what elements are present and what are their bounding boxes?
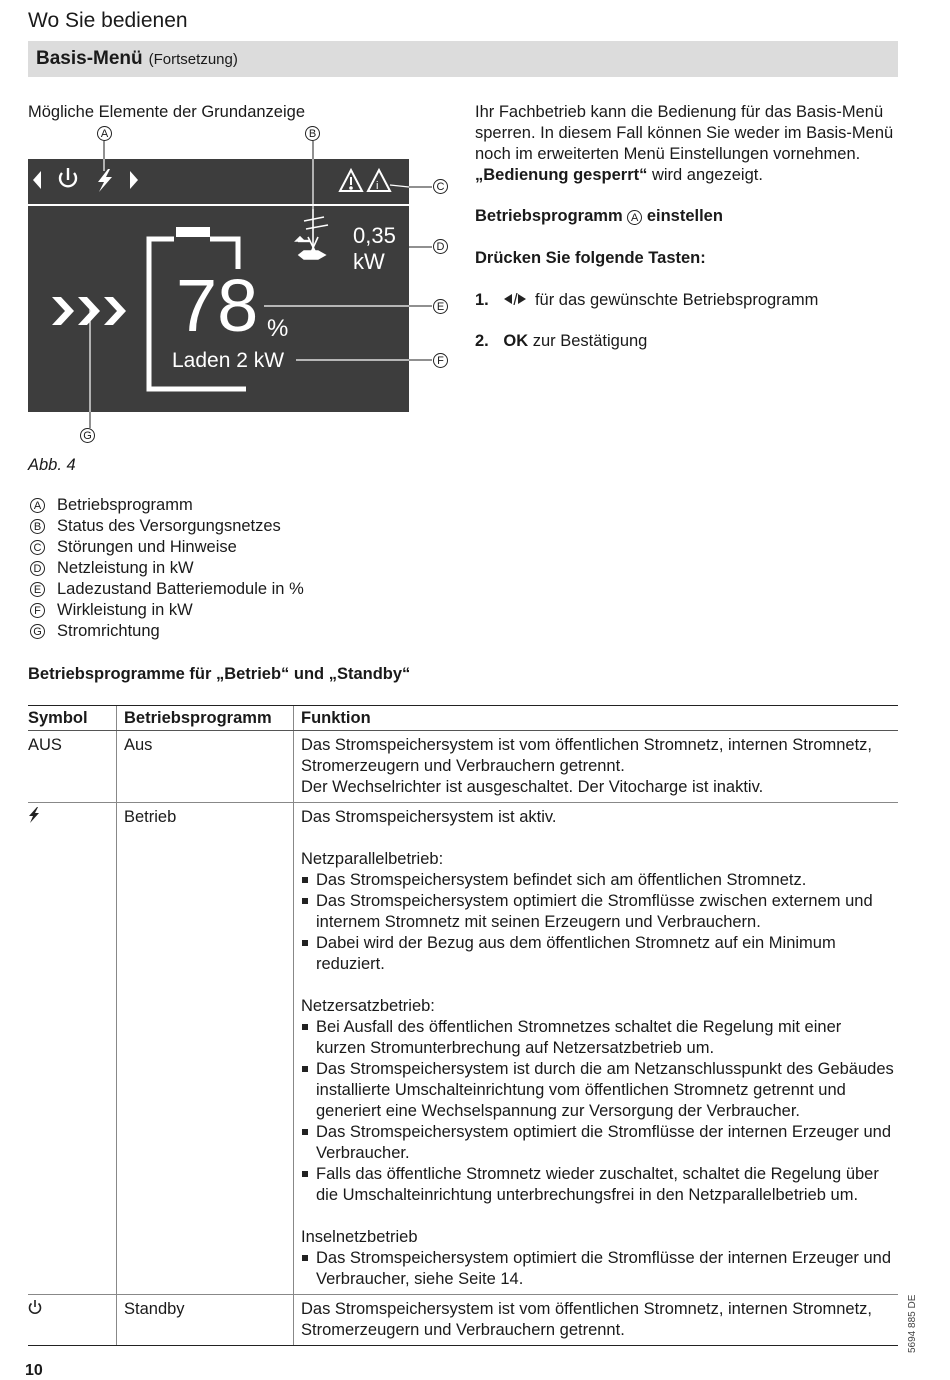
- callout-a: A: [97, 126, 112, 141]
- table-heading: Betriebsprogramme für „Betrieb“ und „Standby“: [28, 665, 411, 683]
- legend-item: B Status des Versorgungsnetzes: [30, 517, 281, 536]
- list-item: Falls das öffentliche Stromnetz wieder zuschaltet, schaltet die Regelung über die Umschalteinrichtung unterbrechungsfrei in den Netzparallelbetrieb um.: [301, 1164, 894, 1206]
- table-row: [28, 731, 898, 803]
- function-cell: Das Stromspeichersystem ist aktiv. Netzparallelbetrieb: Das Stromspeichersystem befindet sich am öffentlichen Stromnetz. Das Stromspeichersystem optimiert die Stromflüsse zwischen externem und internem Stromnetz mit seinen Erzeugern und Verbrauchern. Dabei wird der Bezug aus dem öffentlichen Stromnetz auf ein Minimum reduziert. Netzersatzbetrieb: Bei Ausfall des öffentlichen Stromnetzes schaltet die Regelung mit einer kurzen Stromunterbrechung auf Netzersatzbetrieb um. Das Stromspeichersystem ist durch die am Netzanschlusspunkt des Gebäudes installierte Umschalteinrichtung vom öffentlichen Stromnetz getrennt und generiert eine Wechselspannung zur Versorgung der Verbraucher. Das Stromspeichersystem optimiert die Stromflüsse der internen Erzeuger und Verbraucher. Falls das öffentliche Stromnetz wieder zuschaltet, schaltet die Regelung über die Umschalteinrichtung unterbrechungsfrei in den Netzparallelbetrieb um. Inselnetzbetrieb Das Stromspeichersystem optimiert die Stromflüsse der internen Erzeuger und Verbraucher, siehe Seite 14.: [294, 803, 899, 1295]
- figure-caption: Abb. 4: [28, 456, 76, 474]
- callout-lines: [0, 0, 950, 460]
- column-header: Betriebsprogramm: [117, 706, 294, 731]
- legend-item: F Wirkleistung in kW: [30, 601, 193, 620]
- list-item: Das Stromspeichersystem ist durch die am Netzanschlusspunkt des Gebäudes installierte Umschalteinrichtung vom öffentlichen Stromnetz getrennt und generiert eine Wechselspannung zur Versorgung der Verbraucher.: [301, 1059, 894, 1122]
- figure-heading: Mögliche Elemente der Grundanzeige: [28, 103, 305, 121]
- list-item: Das Stromspeichersystem optimiert die Stromflüsse der internen Erzeuger und Verbraucher.: [301, 1122, 894, 1164]
- function-cell: Das Stromspeichersystem ist vom öffentlichen Stromnetz, internen Stromnetz, Stromerzeugern und Verbrauchern getrennt.: [294, 1295, 899, 1346]
- step-1: 1. für das gewünschte Betriebsprogramm: [475, 291, 819, 309]
- press-keys-heading: Drücken Sie folgende Tasten:: [475, 249, 706, 267]
- set-program-heading: Betriebsprogramm A einstellen: [475, 207, 723, 225]
- callout-g: G: [80, 428, 95, 443]
- legend-item: A Betriebsprogramm: [30, 496, 193, 515]
- function-cell: Das Stromspeichersystem ist vom öffentlichen Stromnetz, internen Stromnetz, Stromerzeugern und Verbrauchern getrennt. Der Wechselrichter ist ausgeschaltet. Der Vitocharge ist inaktiv.: [294, 731, 899, 803]
- callout-d: D: [433, 239, 448, 254]
- svg-text:i: i: [376, 180, 379, 192]
- left-right-keys-icon: [503, 290, 527, 311]
- list-item: Das Stromspeichersystem befindet sich am öffentlichen Stromnetz.: [301, 870, 894, 891]
- charge-percent-value: 78: [176, 264, 259, 347]
- menu-subtitle: (Fortsetzung): [148, 51, 238, 68]
- legend-item: E Ladezustand Batteriemodule in %: [30, 580, 304, 599]
- list-item: Dabei wird der Bezug aus dem öffentlichen Stromnetz auf ein Minimum reduziert.: [301, 933, 894, 975]
- section-title: Wo Sie bedienen: [28, 9, 188, 32]
- program-cell: Betrieb: [117, 803, 294, 1295]
- charge-percent-unit: %: [267, 315, 289, 342]
- charge-status-text: Laden 2 kW: [172, 349, 285, 372]
- lightning-icon: [28, 809, 40, 827]
- callout-f: F: [433, 353, 448, 368]
- legend-item: C Störungen und Hinweise: [30, 538, 237, 557]
- callout-e: E: [433, 299, 448, 314]
- table-header-row: [28, 706, 898, 731]
- list-item: Das Stromspeichersystem optimiert die Stromflüsse der internen Erzeuger und Verbraucher, siehe Seite 14.: [301, 1248, 894, 1290]
- grid-power-value: 0,35: [353, 223, 396, 248]
- list-item: Das Stromspeichersystem optimiert die Stromflüsse zwischen externem und internem Stromnetz mit seinen Erzeugern und Verbrauchern.: [301, 891, 894, 933]
- symbol-cell: AUS: [28, 731, 117, 803]
- grid-power-unit: kW: [353, 249, 385, 274]
- table-row: [28, 803, 898, 1295]
- menu-title: Basis-Menü (Fortsetzung): [36, 48, 238, 69]
- symbol-cell: [28, 803, 117, 1295]
- callout-b: B: [305, 126, 320, 141]
- document-number: 5694 885 DE: [907, 1294, 918, 1353]
- column-header: Funktion: [294, 706, 899, 731]
- step-2: 2. OK zur Bestätigung: [475, 332, 648, 350]
- program-cell: Aus: [117, 731, 294, 803]
- callout-c: C: [433, 179, 448, 194]
- program-cell: Standby: [117, 1295, 294, 1346]
- legend-item: G Stromrichtung: [30, 622, 160, 641]
- power-icon: [28, 1301, 42, 1319]
- legend-item: D Netzleistung in kW: [30, 559, 194, 578]
- column-header: Symbol: [28, 706, 117, 731]
- page-number: 10: [25, 1362, 43, 1379]
- symbol-cell: [28, 1295, 117, 1346]
- list-item: Bei Ausfall des öffentlichen Stromnetzes schaltet die Regelung mit einer kurzen Stromunterbrechung auf Netzersatzbetrieb um.: [301, 1017, 894, 1059]
- table-row: [28, 1295, 898, 1346]
- program-table: [28, 705, 898, 1346]
- lock-info-paragraph: Ihr Fachbetrieb kann die Bedienung für das Basis-Menü sperren. In diesem Fall können Sie weder im Basis-Menü noch im erweiterten Menü Einstellungen vornehmen. „Bedienung gesperrt“ wird angezeigt.: [475, 103, 894, 184]
